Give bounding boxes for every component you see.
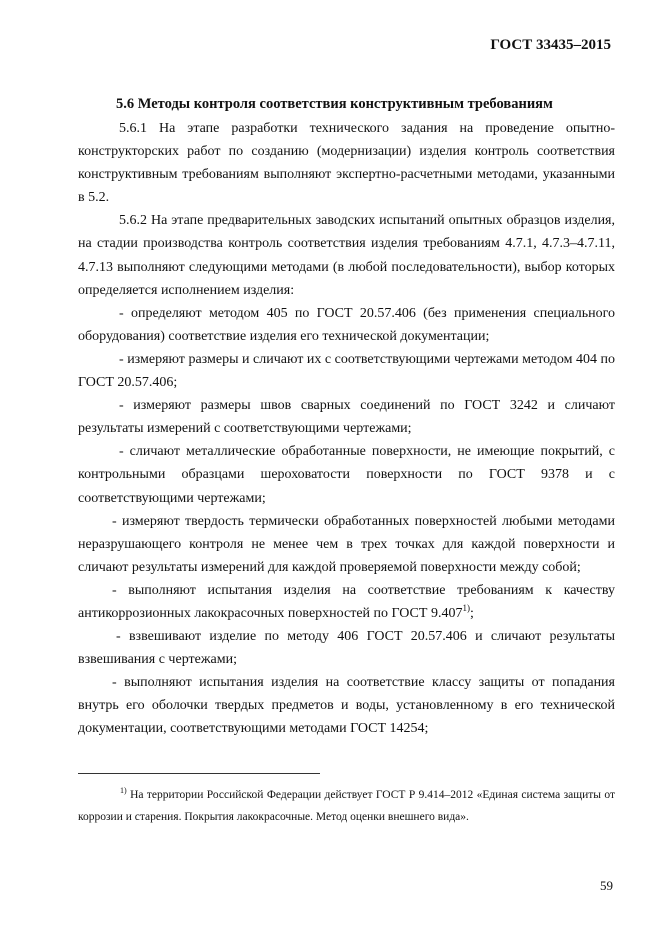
footnote-mark: 1) <box>120 786 127 795</box>
footnote <box>78 784 615 828</box>
section-title: 5.6 Методы контроля соответствия конструктивным требованиям <box>116 96 553 112</box>
list-item-weighing: - взвешивают изделие по методу 406 ГОСТ 20.57.406 и сличают результаты взвешивания с чертежами; <box>78 629 615 668</box>
list-item-conformity-check: - определяют методом 405 по ГОСТ 20.57.406 (без применения специального оборудования) соответствие изделия его технической документации; <box>78 305 615 344</box>
page-number: 59 <box>600 878 613 893</box>
list-item-weld-check: - измеряют размеры швов сварных соединений по ГОСТ 3242 и сличают результаты измерений с соответствующими чертежами; <box>78 398 615 437</box>
paragraph-5-6-1: 5.6.1 На этапе разработки технического задания на проведение опытно-конструкторских работ по созданию (модернизации) изделия контроль соответствия конструктивным требованиям выполняют экспертно-расчетными методами, указанными в 5.2. <box>78 121 615 206</box>
paragraph-5-6-2: 5.6.2 На этапе предварительных заводских испытаний опытных образцов изделия, на стадии производства контроль соответствия изделия требованиям 4.7.1, 4.7.3–4.7.11, 4.7.13 выполняют следующими методами (в любой последовательности), выбор которых определяется исполнением изделия: <box>78 213 615 298</box>
list-item-dimension-check: - измеряют размеры и сличают их с соответствующими чертежами методом 404 по ГОСТ 20.57.406; <box>78 351 615 391</box>
list-item-protection-class-test: - выполняют испытания изделия на соответствие классу защиты от попадания внутрь его оболочки твердых предметов и воды, установленному в его технической документации, соответствующими методами ГОСТ 14254; <box>78 675 615 737</box>
footnote-reference: 1) <box>462 602 470 613</box>
footnote-separator <box>78 773 320 774</box>
body-text <box>78 117 615 741</box>
list-item-hardness-check: - измеряют твердость термически обработанных поверхностей любыми методами неразрушающего контроля не менее чем в трех точках для каждой поверхности и сличают результаты измерений для каждой проверяемой поверхности между собой; <box>78 513 615 575</box>
footnote-text: На территории Российской Федерации действует ГОСТ Р 9.414–2012 «Единая система защиты от коррозии и старения. Покрытия лакокрасочные. Метод оценки внешнего вида». <box>78 789 616 823</box>
standard-designation: ГОСТ 33435–2015 <box>490 37 611 53</box>
list-item-coating-test <box>78 579 615 625</box>
coating-test-end: ; <box>469 605 474 621</box>
list-item-roughness-check: - сличают металлические обработанные поверхности, не имеющие покрытий, с контрольными образцами шероховатости поверхности по ГОСТ 9378 и с соответствующими чертежами; <box>78 444 615 506</box>
coating-test-text: - выполняют испытания изделия на соответствие требованиям к качеству антикоррозионных лакокрасочных поверхностей по ГОСТ 9.407 <box>78 582 615 621</box>
